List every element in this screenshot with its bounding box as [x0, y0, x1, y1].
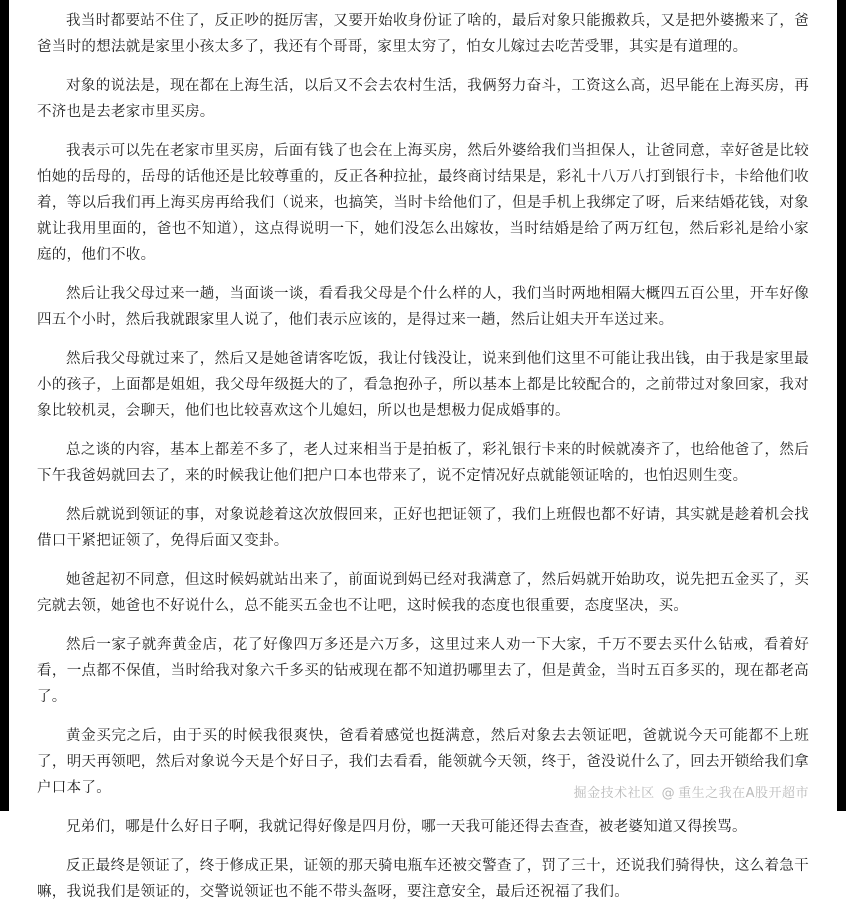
paragraph: 然后我父母就过来了，然后又是她爸请客吃饭，我让付钱没让，说来到他们这里不可能让我出钱，由于我是家里最小的孩子，上面都是姐姐，我父母年级挺大的了，看急抱孙子，所以基本上都是比较配合的，之前带过对象回家，我对象比较机灵，会聊天，他们也比较喜欢这个儿媳妇，所以也是想极力促成婚事的。	[37, 351, 809, 419]
paragraph: 然后就说到领证的事，对象说趁着这次放假回来，正好也把证领了，我们上班假也都不好请，其实就是趁着机会找借口干紧把证领了，免得后面又变卦。	[37, 507, 809, 549]
paragraph: 反正最终是领证了，终于修成正果，证领的那天骑电瓶车还被交警查了，罚了三十，还说我们骑得快，这么着急干嘛，我说我们是领证的，交警说领证也不能不带头盔呀，要注意安全，最后还祝福了我们。	[37, 858, 809, 900]
watermark-at-symbol: @	[661, 786, 676, 801]
paragraph: 我当时都要站不住了，反正吵的挺厉害，又要开始收身份证了啥的，最后对象只能搬救兵，又是把外婆搬来了，爸爸当时的想法就是家里小孩太多了，我还有个哥哥，家里太穷了，怕女儿嫁过去吃苦受罪，其实是有道理的。	[37, 13, 809, 55]
paragraph: 我表示可以先在老家市里买房，后面有钱了也会在上海买房，然后外婆给我们当担保人，让爸同意，幸好爸是比较怕她的岳母的，岳母的话他还是比较尊重的，反正各种拉扯，最终商讨结果是，彩礼十八万八打到银行卡，卡给他们收着，等以后我们再上海买房再给我们（说来，也搞笑，当时卡给他们了，但是手机上我绑定了呀，后来结婚花钱，对象就让我用里面的，爸也不知道），这点得说明一下，她们没怎么出嫁妆，当时结婚是给了两万红包，然后彩礼是给小家庭的，他们不收。	[37, 143, 809, 263]
watermark	[574, 782, 809, 801]
watermark-author: 重生之我在A股开超市	[678, 786, 809, 801]
left-black-margin	[0, 0, 9, 811]
right-black-margin	[837, 0, 846, 811]
paragraph: 然后一家子就奔黄金店，花了好像四万多还是六万多，这里过来人劝一下大家，千万不要去买什么钻戒，看着好看，一点都不保值，当时给我对象六千多买的钻戒现在都不知道扔哪里去了，但是黄金，当时五百多买的，现在都老高了。	[37, 637, 809, 705]
article-body	[9, 0, 837, 900]
paragraph: 她爸起初不同意，但这时候妈就站出来了，前面说到妈已经对我满意了，然后妈就开始助攻，说先把五金买了，买完就去领，她爸也不好说什么，总不能买五金也不让吧，这时候我的态度也很重要，态度坚决，买。	[37, 572, 809, 614]
paragraph: 对象的说法是，现在都在上海生活，以后又不会去农村生活，我俩努力奋斗，工资这么高，迟早能在上海买房，再不济也是去老家市里买房。	[37, 78, 809, 120]
paragraph: 然后让我父母过来一趟，当面谈一谈，看看我父母是个什么样的人，我们当时两地相隔大概四五百公里，开车好像四五个小时，然后我就跟家里人说了，他们表示应该的，是得过来一趟，然后让姐夫开车送过来。	[37, 286, 809, 328]
watermark-brand: 掘金技术社区	[573, 786, 655, 801]
paragraph: 总之谈的内容，基本上都差不多了，老人过来相当于是拍板了，彩礼银行卡来的时候就凑齐了，也给他爸了，然后下午我爸妈就回去了，来的时候我让他们把户口本也带来了，说不定情况好点就能领证啥的，也怕迟则生变。	[37, 442, 809, 484]
paragraph: 兄弟们，哪是什么好日子啊，我就记得好像是四月份，哪一天我可能还得去查查，被老婆知道又得挨骂。	[66, 819, 747, 835]
paragraph: 黄金买完之后，由于买的时候我很爽快，爸看着感觉也挺满意，然后对象去去领证吧，爸就说今天可能都不上班了，明天再领吧，然后对象说今天是个好日子，我们去看看，能领就今天领，终于，爸没说什么了，回去开锁给我们拿户口本了。	[37, 728, 809, 796]
